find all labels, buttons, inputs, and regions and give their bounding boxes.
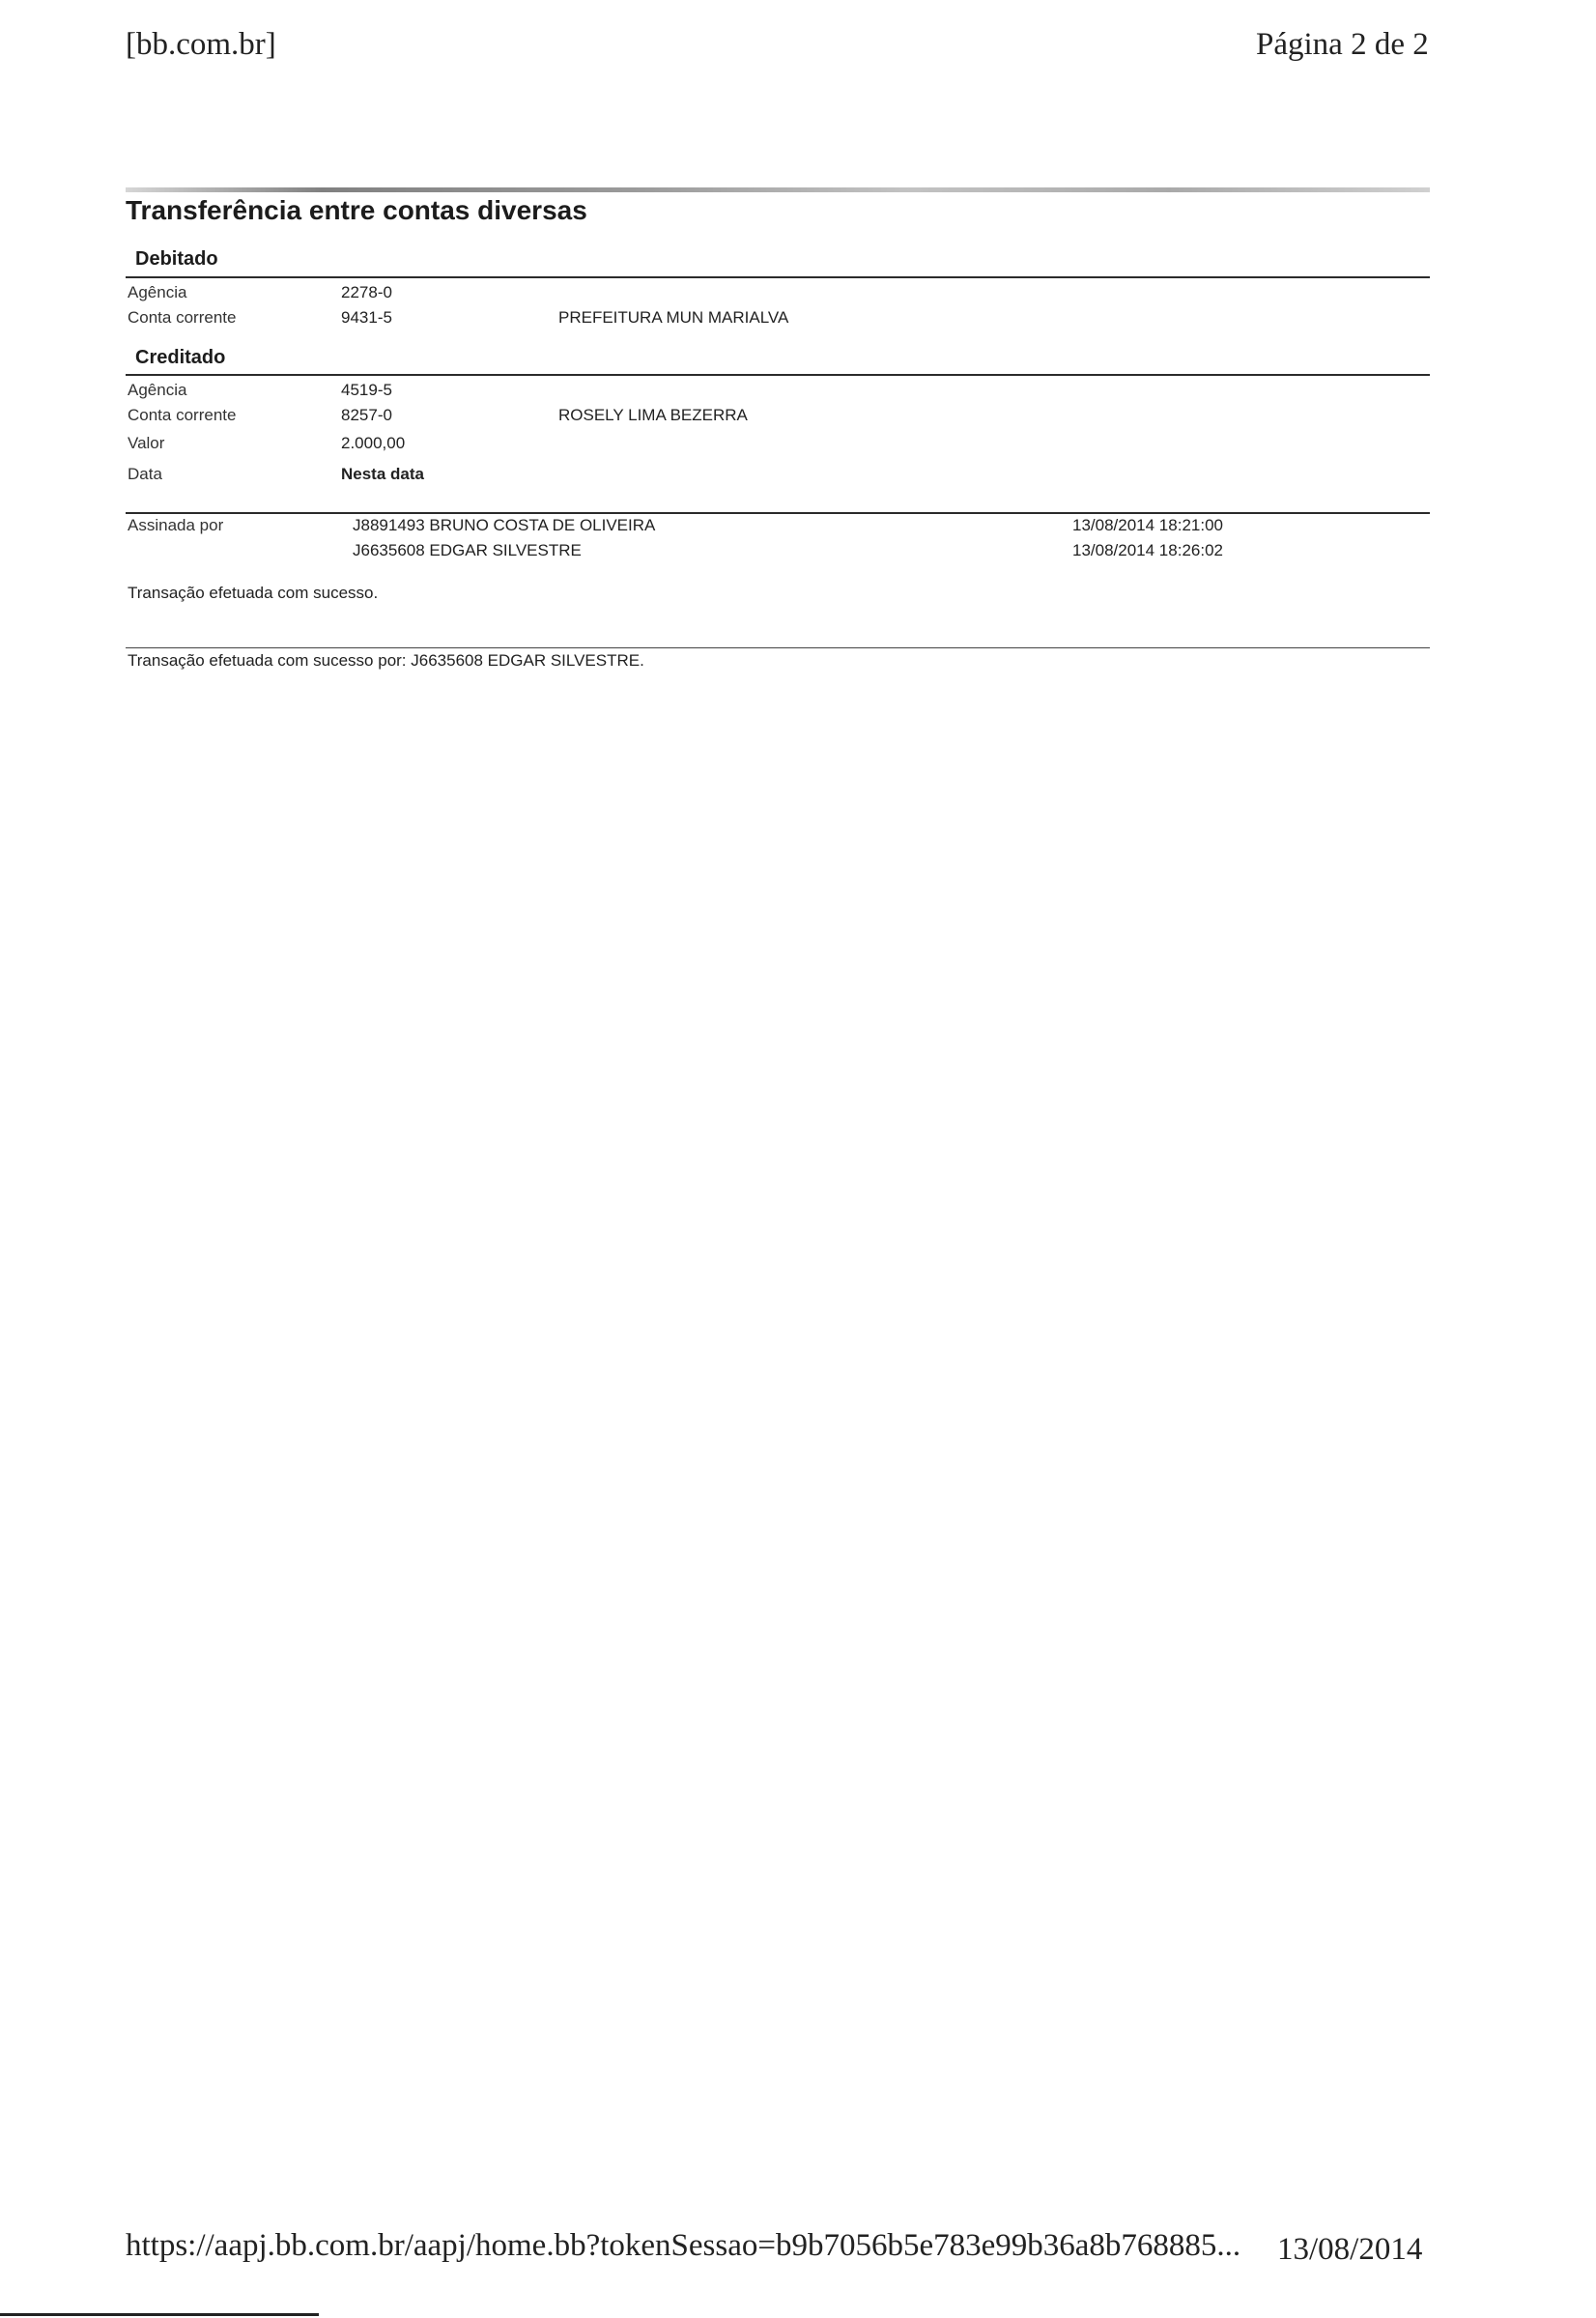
signature-name: J6635608 EDGAR SILVESTRE	[353, 541, 582, 559]
creditado-valor-label: Valor	[128, 434, 165, 452]
creditado-conta-name: ROSELY LIMA BEZERRA	[558, 406, 748, 424]
creditado-conta-label: Conta corrente	[128, 406, 237, 424]
debitado-agencia-label: Agência	[128, 283, 187, 301]
signature-datetime: 13/08/2014 18:26:02	[1072, 541, 1223, 559]
title-rule	[126, 187, 1430, 192]
creditado-data-label: Data	[128, 465, 162, 483]
debitado-conta-value: 9431-5	[341, 308, 392, 327]
creditado-valor-value: 2.000,00	[341, 434, 406, 452]
creditado-data-value: Nesta data	[341, 465, 424, 483]
creditado-rule	[126, 374, 1430, 376]
footer-url: https://aapj.bb.com.br/aapj/home.bb?tokenSessao=b9b7056b5e783e99b36a8b768885...	[126, 2228, 1241, 2263]
debitado-rule	[126, 276, 1430, 278]
creditado-heading: Creditado	[135, 347, 226, 368]
page-title: Transferência entre contas diversas	[126, 195, 587, 225]
debitado-conta-label: Conta corrente	[128, 308, 237, 327]
signatures-rule	[126, 512, 1430, 514]
final-status-message: Transação efetuada com sucesso por: J6635608 EDGAR SILVESTRE.	[128, 651, 644, 670]
bottom-edge-line	[0, 2313, 319, 2316]
header-page-number: Página 2 de 2	[1256, 27, 1429, 62]
footer-date: 13/08/2014	[1277, 2232, 1423, 2267]
signatures-label: Assinada por	[128, 516, 224, 534]
final-rule	[126, 647, 1430, 648]
header-site: [bb.com.br]	[126, 27, 276, 62]
creditado-agencia-label: Agência	[128, 381, 187, 399]
signature-datetime: 13/08/2014 18:21:00	[1072, 516, 1223, 534]
status-message: Transação efetuada com sucesso.	[128, 584, 379, 602]
debitado-agencia-value: 2278-0	[341, 283, 392, 301]
debitado-conta-name: PREFEITURA MUN MARIALVA	[558, 308, 789, 327]
debitado-heading: Debitado	[135, 248, 218, 270]
creditado-agencia-value: 4519-5	[341, 381, 392, 399]
signature-name: J8891493 BRUNO COSTA DE OLIVEIRA	[353, 516, 656, 534]
creditado-conta-value: 8257-0	[341, 406, 392, 424]
